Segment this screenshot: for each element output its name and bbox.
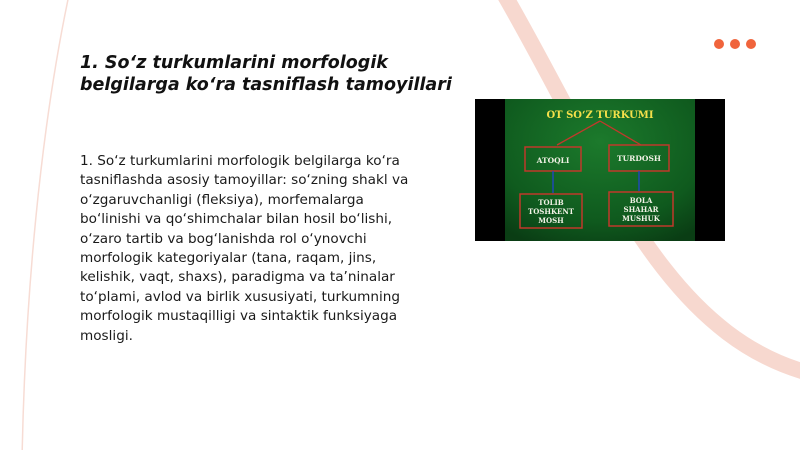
dot-icon bbox=[730, 39, 740, 49]
example-right-1: BOLA bbox=[629, 196, 653, 205]
example-left-3: MOSH bbox=[538, 216, 564, 225]
diagram-root-label: OT SO‘Z TURKUMI bbox=[546, 110, 654, 121]
example-left-2: TOSHKENT bbox=[527, 207, 575, 216]
decorative-dots bbox=[714, 39, 756, 49]
dot-icon bbox=[714, 39, 724, 49]
example-left-1: TOLIB bbox=[538, 198, 564, 207]
category-left-label: ATOQLI bbox=[536, 156, 570, 165]
noun-classification-diagram bbox=[475, 99, 725, 241]
example-right-2: SHAHAR bbox=[623, 205, 659, 214]
diagram-image bbox=[475, 99, 725, 241]
dot-icon bbox=[746, 39, 756, 49]
category-right-label: TURDOSH bbox=[617, 154, 661, 163]
example-right-3: MUSHUK bbox=[622, 214, 660, 223]
slide-body-text: 1. So‘z turkumlarini morfologik belgilarga ko‘ra tasniflashda asosiy tamoyillar: so‘zning shakl va o‘zgaruvchanligi (fleksiya), morfemalarga bo‘linishi va qo‘shimchalar bilan hosil bo‘lishi, o‘zaro tartib va bog‘lanishda rol o‘ynovchi morfologik kategoriyalar (tana, raqam, jins, kelishik, vaqt, shaxs), paradigma va ta’ninalar to‘plami, avlod va birlik xususiyati, turkumning morfologik mustaqilligi va sintaktik funksiyaga mosligi. bbox=[80, 153, 409, 344]
slide-title: 1. So‘z turkumlarini morfologik belgilarga ko‘ra tasniflash tamoyillari bbox=[80, 53, 452, 95]
